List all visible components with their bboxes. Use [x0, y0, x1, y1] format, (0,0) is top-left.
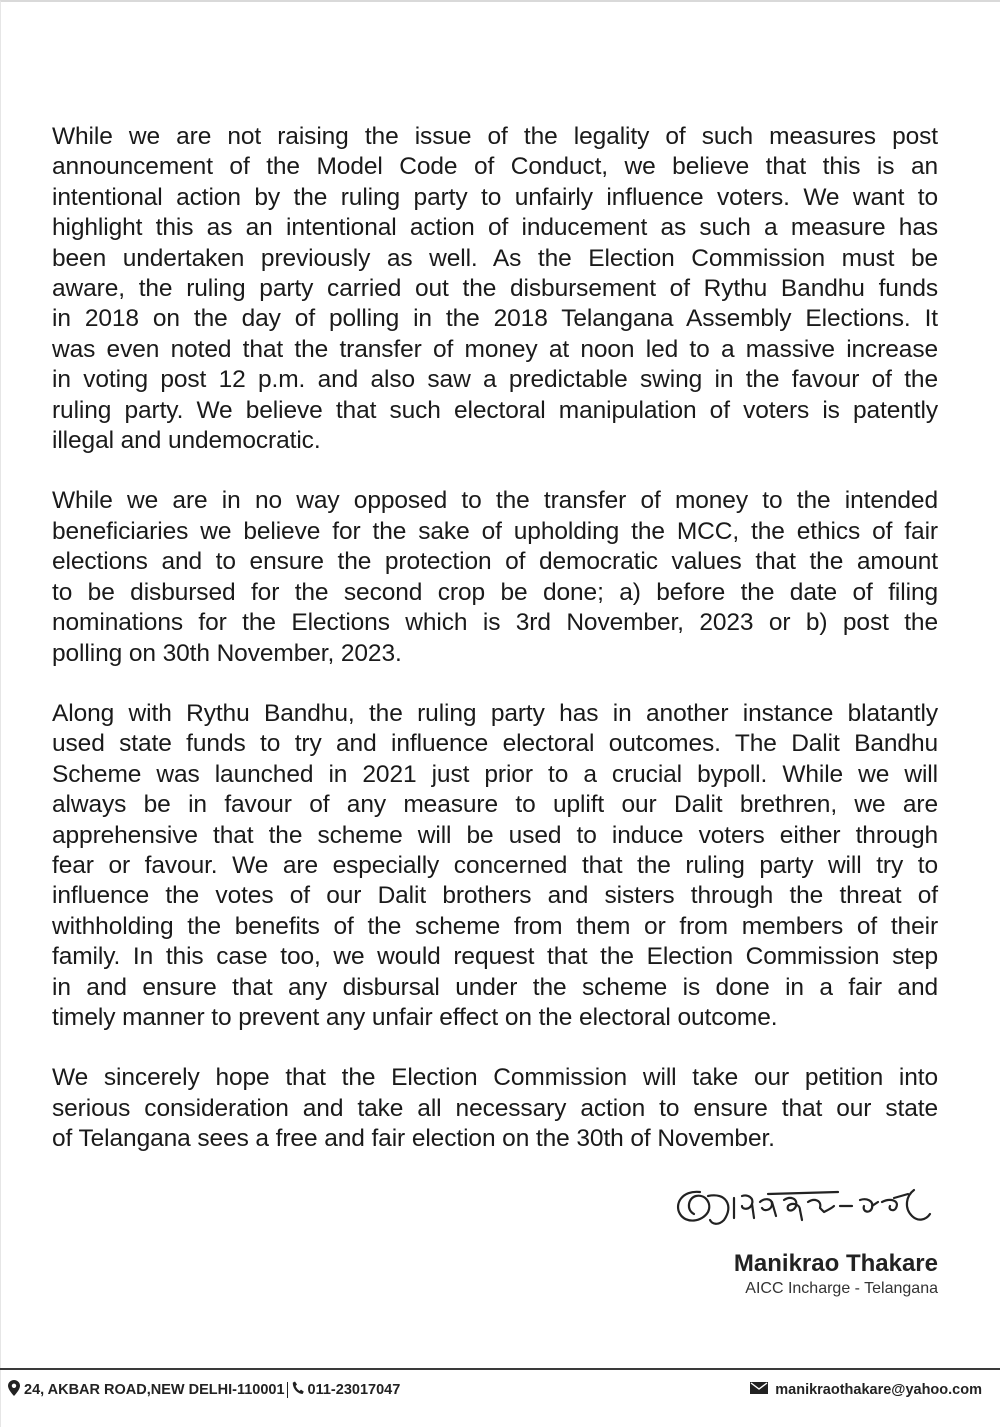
text-line: Scheme was launched in 2021 just prior to a crucial bypoll. While we will [52, 760, 938, 788]
text-line: aware, the ruling party carried out the disbursement of Rythu Bandhu funds [52, 275, 938, 303]
text-line: Along with Rythu Bandhu, the ruling party has in another instance blatantly [52, 699, 938, 727]
paragraph-3 [52, 699, 938, 1033]
signer-name: Manikrao Thakare [733, 1250, 938, 1277]
letter-body [52, 122, 938, 1185]
text-line: ruling party. We believe that such electoral manipulation of voters is patently [52, 396, 938, 424]
text-line: illegal and undemocratic. [52, 427, 321, 455]
footer-phone: 011-23017047 [307, 1382, 401, 1398]
text-line: highlight this as an intentional action of inducement as such a measure has [52, 214, 938, 242]
text-line: influence the votes of our Dalit brothers and sisters through the threat of [52, 882, 938, 910]
text-line: always be in favour of any measure to uplift our Dalit brethren, we are [52, 791, 938, 819]
text-line: polling on 30th November, 2023. [52, 639, 402, 667]
footer-divider [0, 1368, 1000, 1370]
text-line: intentional action by the ruling party to unfairly influence voters. We want to [52, 183, 938, 211]
text-line: used state funds to try and influence electoral outcomes. The Dalit Bandhu [52, 730, 938, 758]
text-line: beneficiaries we believe for the sake of upholding the MCC, the ethics of fair [52, 517, 938, 545]
text-line: We sincerely hope that the Election Commission will take our petition into [52, 1064, 938, 1092]
text-line: While we are in no way opposed to the transfer of money to the intended [52, 487, 938, 515]
handwritten-signature [668, 1180, 938, 1240]
paragraph-2 [52, 486, 938, 668]
text-line: in voting post 12 p.m. and also saw a predictable swing in the favour of the [52, 366, 938, 394]
text-line: announcement of the Model Code of Conduct, we believe that this is an [52, 153, 938, 181]
paragraph-1 [52, 122, 938, 456]
text-line: elections and to ensure the protection of democratic values that the amount [52, 548, 938, 576]
text-line: apprehensive that the scheme will be used to induce voters either through [52, 821, 938, 849]
text-line: nominations for the Elections which is 3rd November, 2023 or b) post the [52, 609, 938, 637]
footer-contact-left [8, 1380, 400, 1400]
text-line: been undertaken previously as well. As the Election Commission must be [52, 244, 938, 272]
phone-icon [292, 1381, 304, 1399]
text-line: withholding the benefits of the scheme from them or from members of their [52, 912, 938, 940]
text-line: in 2018 on the day of polling in the 2018 Telangana Assembly Elections. It [52, 305, 938, 333]
text-line: serious consideration and take all necessary action to ensure that our state [52, 1094, 938, 1122]
paragraph-4 [52, 1063, 938, 1154]
text-line: fear or favour. We are especially concerned that the ruling party will try to [52, 851, 938, 879]
signature-block [638, 1180, 938, 1298]
signer-title: AICC Incharge - Telangana [745, 1280, 938, 1297]
letterhead-footer [8, 1378, 982, 1402]
text-line: of Telangana sees a free and fair election on the 30th of November. [52, 1125, 775, 1153]
text-line: timely manner to prevent any unfair effect on the electoral outcome. [52, 1003, 778, 1031]
text-line: in and ensure that any disbursal under the scheme is done in a fair and [52, 973, 938, 1001]
envelope-icon [750, 1382, 768, 1398]
footer-email[interactable]: manikraothakare@yahoo.com [775, 1382, 982, 1398]
text-line: was even noted that the transfer of money at noon led to a massive increase [52, 335, 938, 363]
footer-contact-right [750, 1382, 982, 1398]
text-line: family. In this case too, we would request that the Election Commission step [52, 943, 938, 971]
text-line: While we are not raising the issue of the legality of such measures post [52, 123, 938, 150]
footer-address: 24, AKBAR ROAD,NEW DELHI-110001 [24, 1382, 285, 1398]
location-pin-icon [8, 1380, 20, 1400]
text-line: to be disbursed for the second crop be done; a) before the date of filing [52, 578, 938, 606]
footer-separator [287, 1382, 288, 1398]
